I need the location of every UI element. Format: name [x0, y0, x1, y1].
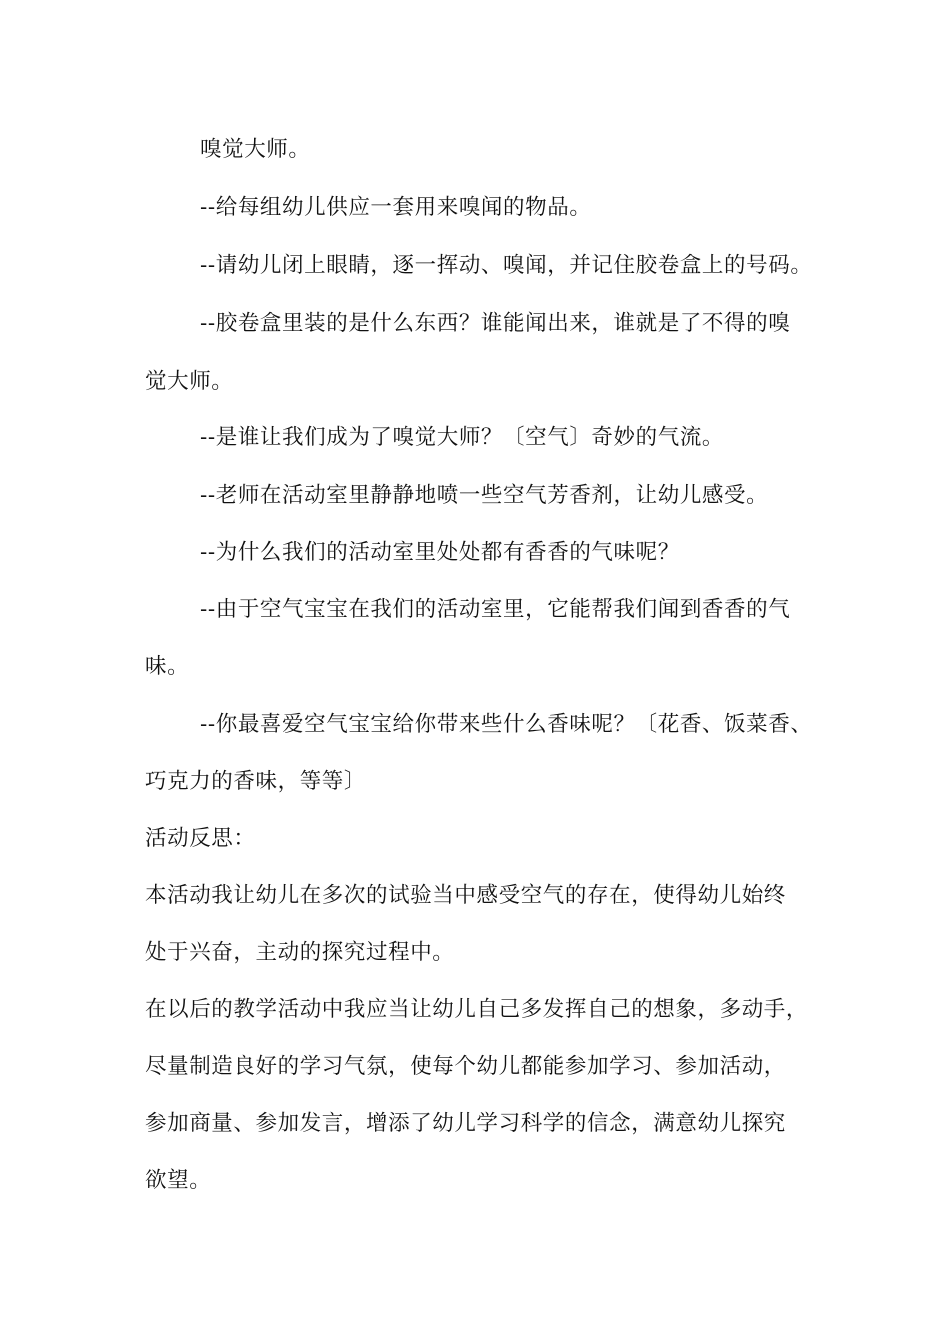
text-line: --为什么我们的活动室里处处都有香香的气味呢？ — [200, 540, 680, 565]
text-line: --是谁让我们成为了嗅觉大师？〔空气〕奇妙的气流。 — [200, 425, 725, 450]
text-line: 处于兴奋，主动的探究过程中。 — [145, 940, 455, 965]
text-line: 嗅觉大师。 — [200, 137, 311, 162]
text-line: --由于空气宝宝在我们的活动室里，它能帮我们闻到香香的气 — [200, 597, 791, 622]
text-line: --请幼儿闭上眼睛，逐一挥动、嗅闻，并记住胶卷盒上的号码。 — [200, 253, 813, 278]
text-line: 味。 — [145, 654, 190, 679]
text-line: 参加商量、参加发言，增添了幼儿学习科学的信念，满意幼儿探究 — [145, 1111, 786, 1136]
text-line: 巧克力的香味，等等〕 — [145, 769, 367, 794]
text-line: --老师在活动室里静静地喷一些空气芳香剂，让幼儿感受。 — [200, 483, 769, 508]
text-line: 本活动我让幼儿在多次的试验当中感受空气的存在，使得幼儿始终 — [145, 883, 786, 908]
text-line: 尽量制造良好的学习气氛，使每个幼儿都能参加学习、参加活动， — [145, 1054, 786, 1079]
text-line: --胶卷盒里装的是什么东西？谁能闻出来，谁就是了不得的嗅 — [200, 311, 791, 336]
text-line: 在以后的教学活动中我应当让幼儿自己多发挥自己的想象，多动手， — [145, 997, 809, 1022]
section-heading: 活动反思： — [145, 826, 256, 851]
text-line: --给每组幼儿供应一套用来嗅闻的物品。 — [200, 195, 592, 220]
text-line: --你最喜爱空气宝宝给你带来些什么香味呢？〔花香、饭菜香、 — [200, 712, 813, 737]
text-line: 欲望。 — [145, 1168, 212, 1193]
text-line: 觉大师。 — [145, 369, 234, 394]
